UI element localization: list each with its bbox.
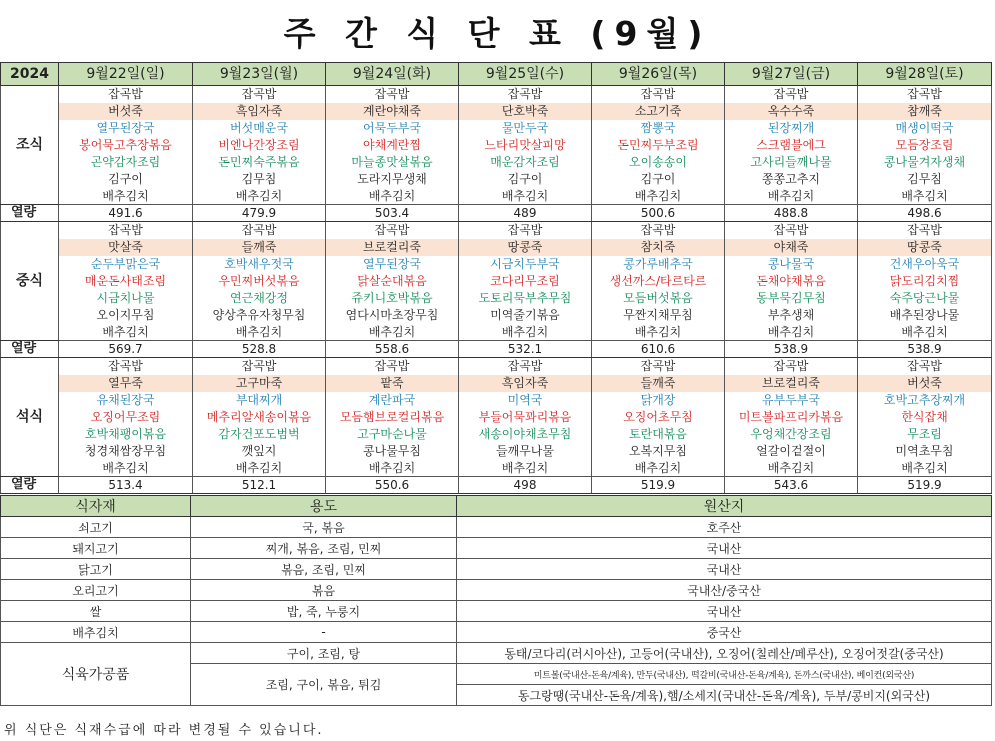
table-row — [1, 580, 992, 601]
menu-dish: 배추김치 — [858, 460, 992, 477]
menu-dish: 들깨무나물 — [459, 443, 592, 460]
kcal-value: 512.1 — [193, 477, 326, 494]
kcal-value: 489 — [459, 205, 592, 222]
menu-dish: 느타리맛살피망 — [459, 137, 592, 154]
menu-dish: 새송이야채초무침 — [459, 426, 592, 443]
kcal-value: 498.6 — [858, 205, 992, 222]
menu-dish: 돈민찌숙주볶음 — [193, 154, 326, 171]
menu-dish: 계란파국 — [326, 392, 459, 409]
table-row — [1, 443, 992, 460]
menu-dish: 참깨죽 — [858, 103, 992, 120]
table-row — [1, 273, 992, 290]
kcal-row — [1, 341, 992, 358]
kcal-value: 500.6 — [592, 205, 725, 222]
menu-dish: 땅콩죽 — [858, 239, 992, 256]
table-row — [1, 324, 992, 341]
origin-use: 찌개, 볶음, 조림, 민찌 — [191, 538, 457, 559]
kcal-value: 488.8 — [725, 205, 858, 222]
menu-dish: 도라지무생채 — [326, 171, 459, 188]
menu-dish: 열무된장국 — [326, 256, 459, 273]
table-row — [1, 171, 992, 188]
table-row — [1, 409, 992, 426]
kcal-value: 538.9 — [858, 341, 992, 358]
menu-dish: 배추김치 — [725, 188, 858, 205]
kcal-label: 열량 — [1, 477, 59, 494]
menu-dish: 잡곡밥 — [725, 222, 858, 239]
menu-dish: 코다리무조림 — [459, 273, 592, 290]
menu-dish: 잡곡밥 — [193, 358, 326, 375]
kcal-value: 513.4 — [59, 477, 193, 494]
menu-dish: 잡곡밥 — [326, 86, 459, 103]
menu-dish: 버섯매운국 — [193, 120, 326, 137]
menu-dish: 연근채강정 — [193, 290, 326, 307]
table-row — [1, 538, 992, 559]
menu-dish: 깻잎지 — [193, 443, 326, 460]
kcal-value: 550.6 — [326, 477, 459, 494]
origin-use: 조림, 구이, 볶음, 튀김 — [191, 664, 457, 706]
menu-dish: 무조림 — [858, 426, 992, 443]
menu-dish: 고구마죽 — [193, 375, 326, 392]
menu-dish: 오이송송이 — [592, 154, 725, 171]
origin-country: 국내산 — [457, 559, 992, 580]
kcal-value: 498 — [459, 477, 592, 494]
table-row — [1, 460, 992, 477]
kcal-label: 열량 — [1, 341, 59, 358]
menu-dish: 숙주당근나물 — [858, 290, 992, 307]
kcal-value: 610.6 — [592, 341, 725, 358]
menu-dish: 얼갈이겉절이 — [725, 443, 858, 460]
menu-dish: 배추김치 — [59, 188, 193, 205]
menu-dish: 잡곡밥 — [326, 358, 459, 375]
menu-dish: 염다시마초장무침 — [326, 307, 459, 324]
menu-dish: 배추김치 — [858, 324, 992, 341]
menu-dish: 건새우아욱국 — [858, 256, 992, 273]
menu-dish: 배추김치 — [193, 324, 326, 341]
menu-dish: 동부묵김무침 — [725, 290, 858, 307]
menu-dish: 잡곡밥 — [592, 86, 725, 103]
menu-dish: 배추김치 — [459, 460, 592, 477]
menu-dish: 오복지무침 — [592, 443, 725, 460]
menu-dish: 옥수수죽 — [725, 103, 858, 120]
menu-dish: 브로컬리죽 — [326, 239, 459, 256]
menu-dish: 메추리알새송이볶음 — [193, 409, 326, 426]
origin-use: 국, 볶음 — [191, 517, 457, 538]
kcal-value: 532.1 — [459, 341, 592, 358]
kcal-value: 479.9 — [193, 205, 326, 222]
table-row — [1, 188, 992, 205]
day-header-row — [1, 63, 992, 86]
menu-dish: 물만두국 — [459, 120, 592, 137]
origin-item: 돼지고기 — [1, 538, 191, 559]
kcal-value: 503.4 — [326, 205, 459, 222]
menu-dish: 순두부맑은국 — [59, 256, 193, 273]
menu-dish: 모듬버섯볶음 — [592, 290, 725, 307]
menu-dish: 청경채쌈장무침 — [59, 443, 193, 460]
table-row — [1, 256, 992, 273]
menu-dish: 부추생채 — [725, 307, 858, 324]
origin-country: 동그랑땡(국내산-돈육/계육),햄/소세지(국내산-돈육/계육), 두부/콩비지(외국산) — [457, 685, 992, 706]
menu-dish: 잡곡밥 — [725, 358, 858, 375]
menu-dish: 모듬장조림 — [858, 137, 992, 154]
menu-dish: 배추김치 — [725, 324, 858, 341]
menu-dish: 잡곡밥 — [858, 358, 992, 375]
menu-dish: 유부두부국 — [725, 392, 858, 409]
menu-dish: 시금치두부국 — [459, 256, 592, 273]
menu-dish: 들깨죽 — [193, 239, 326, 256]
menu-dish: 잡곡밥 — [459, 222, 592, 239]
day-header: 9월23일(월) — [193, 63, 326, 86]
menu-dish: 어묵두부국 — [326, 120, 459, 137]
menu-dish: 계란야채죽 — [326, 103, 459, 120]
origin-country: 국내산 — [457, 538, 992, 559]
menu-dish: 배추김치 — [459, 188, 592, 205]
kcal-value: 528.8 — [193, 341, 326, 358]
origin-item: 닭고기 — [1, 559, 191, 580]
kcal-row — [1, 205, 992, 222]
menu-dish: 호박새우젓국 — [193, 256, 326, 273]
menu-dish: 잡곡밥 — [459, 358, 592, 375]
menu-dish: 오징어초무침 — [592, 409, 725, 426]
kcal-value: 519.9 — [858, 477, 992, 494]
menu-note: 위 식단은 식재수급에 따라 변경될 수 있습니다. — [4, 723, 324, 738]
table-row — [1, 307, 992, 324]
menu-dish: 잡곡밥 — [193, 222, 326, 239]
origin-country: 국내산/중국산 — [457, 580, 992, 601]
origin-country: 호주산 — [457, 517, 992, 538]
menu-dish: 흑임자죽 — [459, 375, 592, 392]
origin-header-origin: 원산지 — [457, 496, 992, 517]
menu-dish: 땅콩죽 — [459, 239, 592, 256]
menu-dish: 시금치나물 — [59, 290, 193, 307]
menu-dish: 우민찌버섯볶음 — [193, 273, 326, 290]
menu-dish: 잡곡밥 — [59, 358, 193, 375]
origin-country: 국내산 — [457, 601, 992, 622]
menu-dish: 감자건포도범벅 — [193, 426, 326, 443]
menu-dish: 배추김치 — [592, 324, 725, 341]
kcal-value: 543.6 — [725, 477, 858, 494]
origin-country: 미트볼(국내산-돈육/계육), 만두(국내산), 떡갈비(국내산-돈육/계육), 돈까스(국내산), 베이컨(외국산) — [457, 664, 992, 685]
menu-dish: 잡곡밥 — [59, 86, 193, 103]
menu-dish: 미역줄기볶음 — [459, 307, 592, 324]
table-row — [1, 86, 992, 103]
menu-dish: 쫑쫑고추지 — [725, 171, 858, 188]
meal-label: 중식 — [1, 222, 59, 341]
menu-dish: 잡곡밥 — [725, 86, 858, 103]
origin-use: - — [191, 622, 457, 643]
menu-dish: 브로컬리죽 — [725, 375, 858, 392]
origin-item-processed: 식육가공품 — [1, 643, 191, 706]
menu-dish: 미역국 — [459, 392, 592, 409]
menu-dish: 배추김치 — [725, 460, 858, 477]
menu-dish: 배추된장나물 — [858, 307, 992, 324]
table-row — [1, 375, 992, 392]
menu-dish: 김구이 — [459, 171, 592, 188]
menu-dish: 들깨죽 — [592, 375, 725, 392]
page-title: 주 간 식 단 표 (9월) — [283, 13, 712, 53]
menu-dish: 닭살순대볶음 — [326, 273, 459, 290]
menu-dish: 유채된장국 — [59, 392, 193, 409]
menu-dish: 김구이 — [592, 171, 725, 188]
table-row — [1, 239, 992, 256]
menu-dish: 오징어무조림 — [59, 409, 193, 426]
table-row — [1, 601, 992, 622]
day-header: 9월27일(금) — [725, 63, 858, 86]
menu-dish: 돈채야채볶음 — [725, 273, 858, 290]
menu-dish: 버섯죽 — [858, 375, 992, 392]
menu-dish: 매생이떡국 — [858, 120, 992, 137]
menu-dish: 팥죽 — [326, 375, 459, 392]
origin-header-use: 용도 — [191, 496, 457, 517]
table-row — [1, 137, 992, 154]
menu-dish: 콩나물겨자생채 — [858, 154, 992, 171]
menu-dish: 곤약감자조림 — [59, 154, 193, 171]
origin-country: 동태/코다리(러시아산), 고등어(국내산), 오징어(칠레산/페루산), 오징어젓갈(중국산) — [457, 643, 992, 664]
table-row — [1, 392, 992, 409]
menu-dish: 콩나물국 — [725, 256, 858, 273]
menu-dish: 열무된장국 — [59, 120, 193, 137]
menu-dish: 된장찌개 — [725, 120, 858, 137]
menu-dish: 콩가루배추국 — [592, 256, 725, 273]
menu-dish: 잡곡밥 — [592, 222, 725, 239]
table-row — [1, 517, 992, 538]
origin-use: 볶음, 조림, 민찌 — [191, 559, 457, 580]
menu-dish: 봉어묵고추장볶음 — [59, 137, 193, 154]
menu-dish: 호박고추장찌개 — [858, 392, 992, 409]
table-row — [1, 120, 992, 137]
menu-dish: 매운돈사태조림 — [59, 273, 193, 290]
menu-dish: 야채계란찜 — [326, 137, 459, 154]
menu-dish: 오이지무침 — [59, 307, 193, 324]
menu-dish: 양상추유자청무침 — [193, 307, 326, 324]
menu-dish: 잡곡밥 — [858, 86, 992, 103]
menu-dish: 고사리들깨나물 — [725, 154, 858, 171]
menu-dish: 마늘종맛살볶음 — [326, 154, 459, 171]
table-row — [1, 559, 992, 580]
menu-dish: 소고기죽 — [592, 103, 725, 120]
menu-dish: 김무침 — [858, 171, 992, 188]
menu-dish: 잡곡밥 — [592, 358, 725, 375]
day-header: 9월28일(토) — [858, 63, 992, 86]
kcal-value: 569.7 — [59, 341, 193, 358]
menu-dish: 닭개장 — [592, 392, 725, 409]
menu-dish: 부대찌개 — [193, 392, 326, 409]
menu-dish: 배추김치 — [59, 460, 193, 477]
table-row — [1, 622, 992, 643]
menu-dish: 잡곡밥 — [59, 222, 193, 239]
origin-header-item: 식자재 — [1, 496, 191, 517]
menu-dish: 배추김치 — [592, 460, 725, 477]
menu-dish: 야채죽 — [725, 239, 858, 256]
menu-dish: 콩나물무침 — [326, 443, 459, 460]
day-header: 9월26일(목) — [592, 63, 725, 86]
origin-item: 쌀 — [1, 601, 191, 622]
menu-dish: 쥬키니호박볶음 — [326, 290, 459, 307]
menu-dish: 배추김치 — [193, 188, 326, 205]
origin-item: 오리고기 — [1, 580, 191, 601]
menu-dish: 참치죽 — [592, 239, 725, 256]
menu-dish: 부들어묵꽈리볶음 — [459, 409, 592, 426]
menu-dish: 닭도리김치찜 — [858, 273, 992, 290]
origin-use: 밥, 죽, 누룽지 — [191, 601, 457, 622]
menu-dish: 도토리묵부추무침 — [459, 290, 592, 307]
menu-dish: 배추김치 — [193, 460, 326, 477]
origin-use: 볶음 — [191, 580, 457, 601]
menu-dish: 단호박죽 — [459, 103, 592, 120]
menu-dish: 맛살죽 — [59, 239, 193, 256]
day-header: 9월25일(수) — [459, 63, 592, 86]
menu-dish: 배추김치 — [326, 460, 459, 477]
menu-dish: 잡곡밥 — [326, 222, 459, 239]
table-row — [1, 426, 992, 443]
menu-dish: 돈민찌두부조림 — [592, 137, 725, 154]
menu-dish: 한식잡채 — [858, 409, 992, 426]
menu-dish: 김무침 — [193, 171, 326, 188]
menu-dish: 잡곡밥 — [459, 86, 592, 103]
origin-country: 중국산 — [457, 622, 992, 643]
origin-table — [0, 495, 992, 706]
menu-dish: 미트볼파프리카볶음 — [725, 409, 858, 426]
table-row — [1, 222, 992, 239]
menu-dish: 비엔나간장조림 — [193, 137, 326, 154]
table-row — [1, 358, 992, 375]
menu-dish: 토란대볶음 — [592, 426, 725, 443]
table-row — [1, 643, 992, 664]
menu-dish: 짬뽕국 — [592, 120, 725, 137]
menu-dish: 흑임자죽 — [193, 103, 326, 120]
menu-dish: 잡곡밥 — [193, 86, 326, 103]
menu-dish: 호박채팽이볶음 — [59, 426, 193, 443]
kcal-value: 558.6 — [326, 341, 459, 358]
menu-dish: 배추김치 — [858, 188, 992, 205]
year-cell: 2024 — [1, 63, 59, 86]
kcal-value: 519.9 — [592, 477, 725, 494]
menu-dish: 미역초무침 — [858, 443, 992, 460]
menu-dish: 배추김치 — [59, 324, 193, 341]
table-row — [1, 154, 992, 171]
day-header: 9월24일(화) — [326, 63, 459, 86]
menu-dish: 버섯죽 — [59, 103, 193, 120]
menu-dish: 생선까스/타르타르 — [592, 273, 725, 290]
origin-use: 구이, 조림, 탕 — [191, 643, 457, 664]
menu-dish: 고구마순나물 — [326, 426, 459, 443]
menu-dish: 잡곡밥 — [858, 222, 992, 239]
menu-dish: 배추김치 — [592, 188, 725, 205]
kcal-row — [1, 477, 992, 494]
menu-dish: 배추김치 — [326, 188, 459, 205]
menu-dish: 열무죽 — [59, 375, 193, 392]
menu-dish: 스크램블에그 — [725, 137, 858, 154]
table-row — [1, 103, 992, 120]
origin-item: 쇠고기 — [1, 517, 191, 538]
meal-label: 석식 — [1, 358, 59, 477]
menu-dish: 모듬햄브로컬리볶음 — [326, 409, 459, 426]
table-row — [1, 290, 992, 307]
menu-dish: 배추김치 — [326, 324, 459, 341]
meal-label: 조식 — [1, 86, 59, 205]
kcal-label: 열량 — [1, 205, 59, 222]
menu-dish: 배추김치 — [459, 324, 592, 341]
kcal-value: 538.9 — [725, 341, 858, 358]
menu-dish: 무짠지채무침 — [592, 307, 725, 324]
weekly-menu-table — [0, 62, 992, 494]
origin-item: 배추김치 — [1, 622, 191, 643]
kcal-value: 491.6 — [59, 205, 193, 222]
menu-dish: 우엉채간장조림 — [725, 426, 858, 443]
menu-dish: 매운감자조림 — [459, 154, 592, 171]
menu-dish: 김구이 — [59, 171, 193, 188]
day-header: 9월22일(일) — [59, 63, 193, 86]
